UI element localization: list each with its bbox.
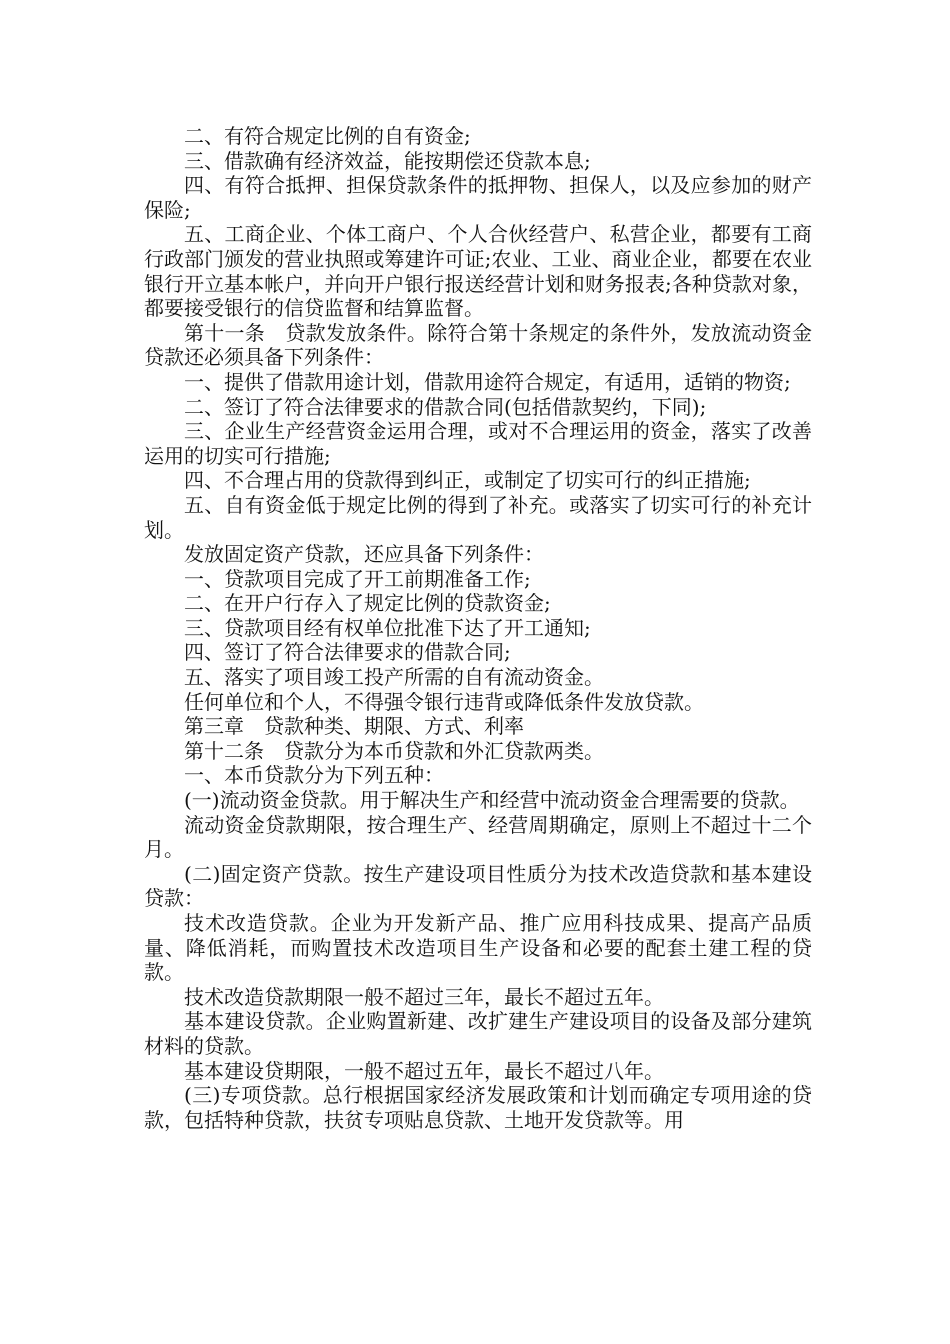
article-12-paragraph: 第十二条 贷款分为本币贷款和外汇贷款两类。 [184, 738, 604, 763]
paragraph: 技术改造贷款。企业为开发新产品、推广应用科技成果、提高产品质量、降低消耗，而购置技术改造项目生产设备和必要的配套土建工程的贷款。 [144, 911, 812, 985]
article-11-paragraph: 第十一条 贷款发放条件。除符合第十条规定的条件外，发放流动资金贷款还必须具备下列条件： [144, 320, 812, 370]
paragraph: 技术改造贷款期限一般不超过三年，最长不超过五年。 [184, 984, 664, 1009]
paragraph: 一、本币贷款分为下列五种： [184, 763, 444, 788]
paragraph: 一、提供了借款用途计划，借款用途符合规定，有适用，适销的物资; [184, 369, 791, 394]
document-body [144, 124, 812, 1132]
paragraph: 五、工商企业、个体工商户、个人合伙经营户、私营企业，都要有工商行政部门颁发的营业执照或筹建许可证;农业、工业、商业企业，都要在农业银行开立基本帐户，并向开户银行报送经营计划和财务报表;各种贷款对象，都要接受银行的信贷监督和结算监督。 [144, 222, 812, 321]
paragraph: (三)专项贷款。总行根据国家经济发展政策和计划而确定专项用途的贷款，包括特种贷款，扶贫专项贴息贷款、土地开发贷款等。用 [144, 1083, 812, 1132]
paragraph: (二)固定资产贷款。按生产建设项目性质分为技术改造贷款和基本建设贷款： [144, 861, 812, 911]
paragraph: 五、落实了项目竣工投产所需的自有流动资金。 [184, 665, 604, 690]
paragraph: 四、有符合抵押、担保贷款条件的抵押物、担保人，以及应参加的财产保险; [144, 173, 812, 222]
paragraph: 流动资金贷款期限，按合理生产、经营周期确定，原则上不超过十二个月。 [144, 812, 812, 862]
paragraph: 四、不合理占用的贷款得到纠正，或制定了切实可行的纠正措施; [184, 468, 751, 493]
paragraph: 二、签订了符合法律要求的借款合同(包括借款契约，下同); [184, 394, 707, 419]
chapter-heading: 第三章 贷款种类、期限、方式、利率 [184, 714, 524, 739]
paragraph: 基本建设贷款。企业购置新建、改扩建生产建设项目的设备及部分建筑材料的贷款。 [144, 1009, 812, 1058]
paragraph: 基本建设贷期限，一般不超过五年，最长不超过八年。 [184, 1058, 664, 1083]
paragraph: 发放固定资产贷款，还应具备下列条件： [184, 542, 544, 567]
paragraph: 任何单位和个人，不得强令银行违背或降低条件发放贷款。 [184, 689, 704, 714]
paragraph: 五、自有资金低于规定比例的得到了补充。或落实了切实可行的补充计划。 [144, 492, 812, 542]
paragraph: (一)流动资金贷款。用于解决生产和经营中流动资金合理需要的贷款。 [184, 788, 800, 813]
paragraph: 四、签订了符合法律要求的借款合同; [184, 640, 511, 665]
paragraph: 二、在开户行存入了规定比例的贷款资金; [184, 591, 551, 616]
paragraph: 三、借款确有经济效益，能按期偿还贷款本息; [184, 148, 591, 173]
paragraph: 二、有符合规定比例的自有资金; [184, 124, 471, 148]
paragraph: 三、企业生产经营资金运用合理，或对不合理运用的资金，落实了改善运用的切实可行措施; [144, 419, 812, 468]
paragraph: 一、贷款项目完成了开工前期准备工作; [184, 566, 531, 591]
paragraph: 三、贷款项目经有权单位批准下达了开工通知; [184, 615, 591, 640]
